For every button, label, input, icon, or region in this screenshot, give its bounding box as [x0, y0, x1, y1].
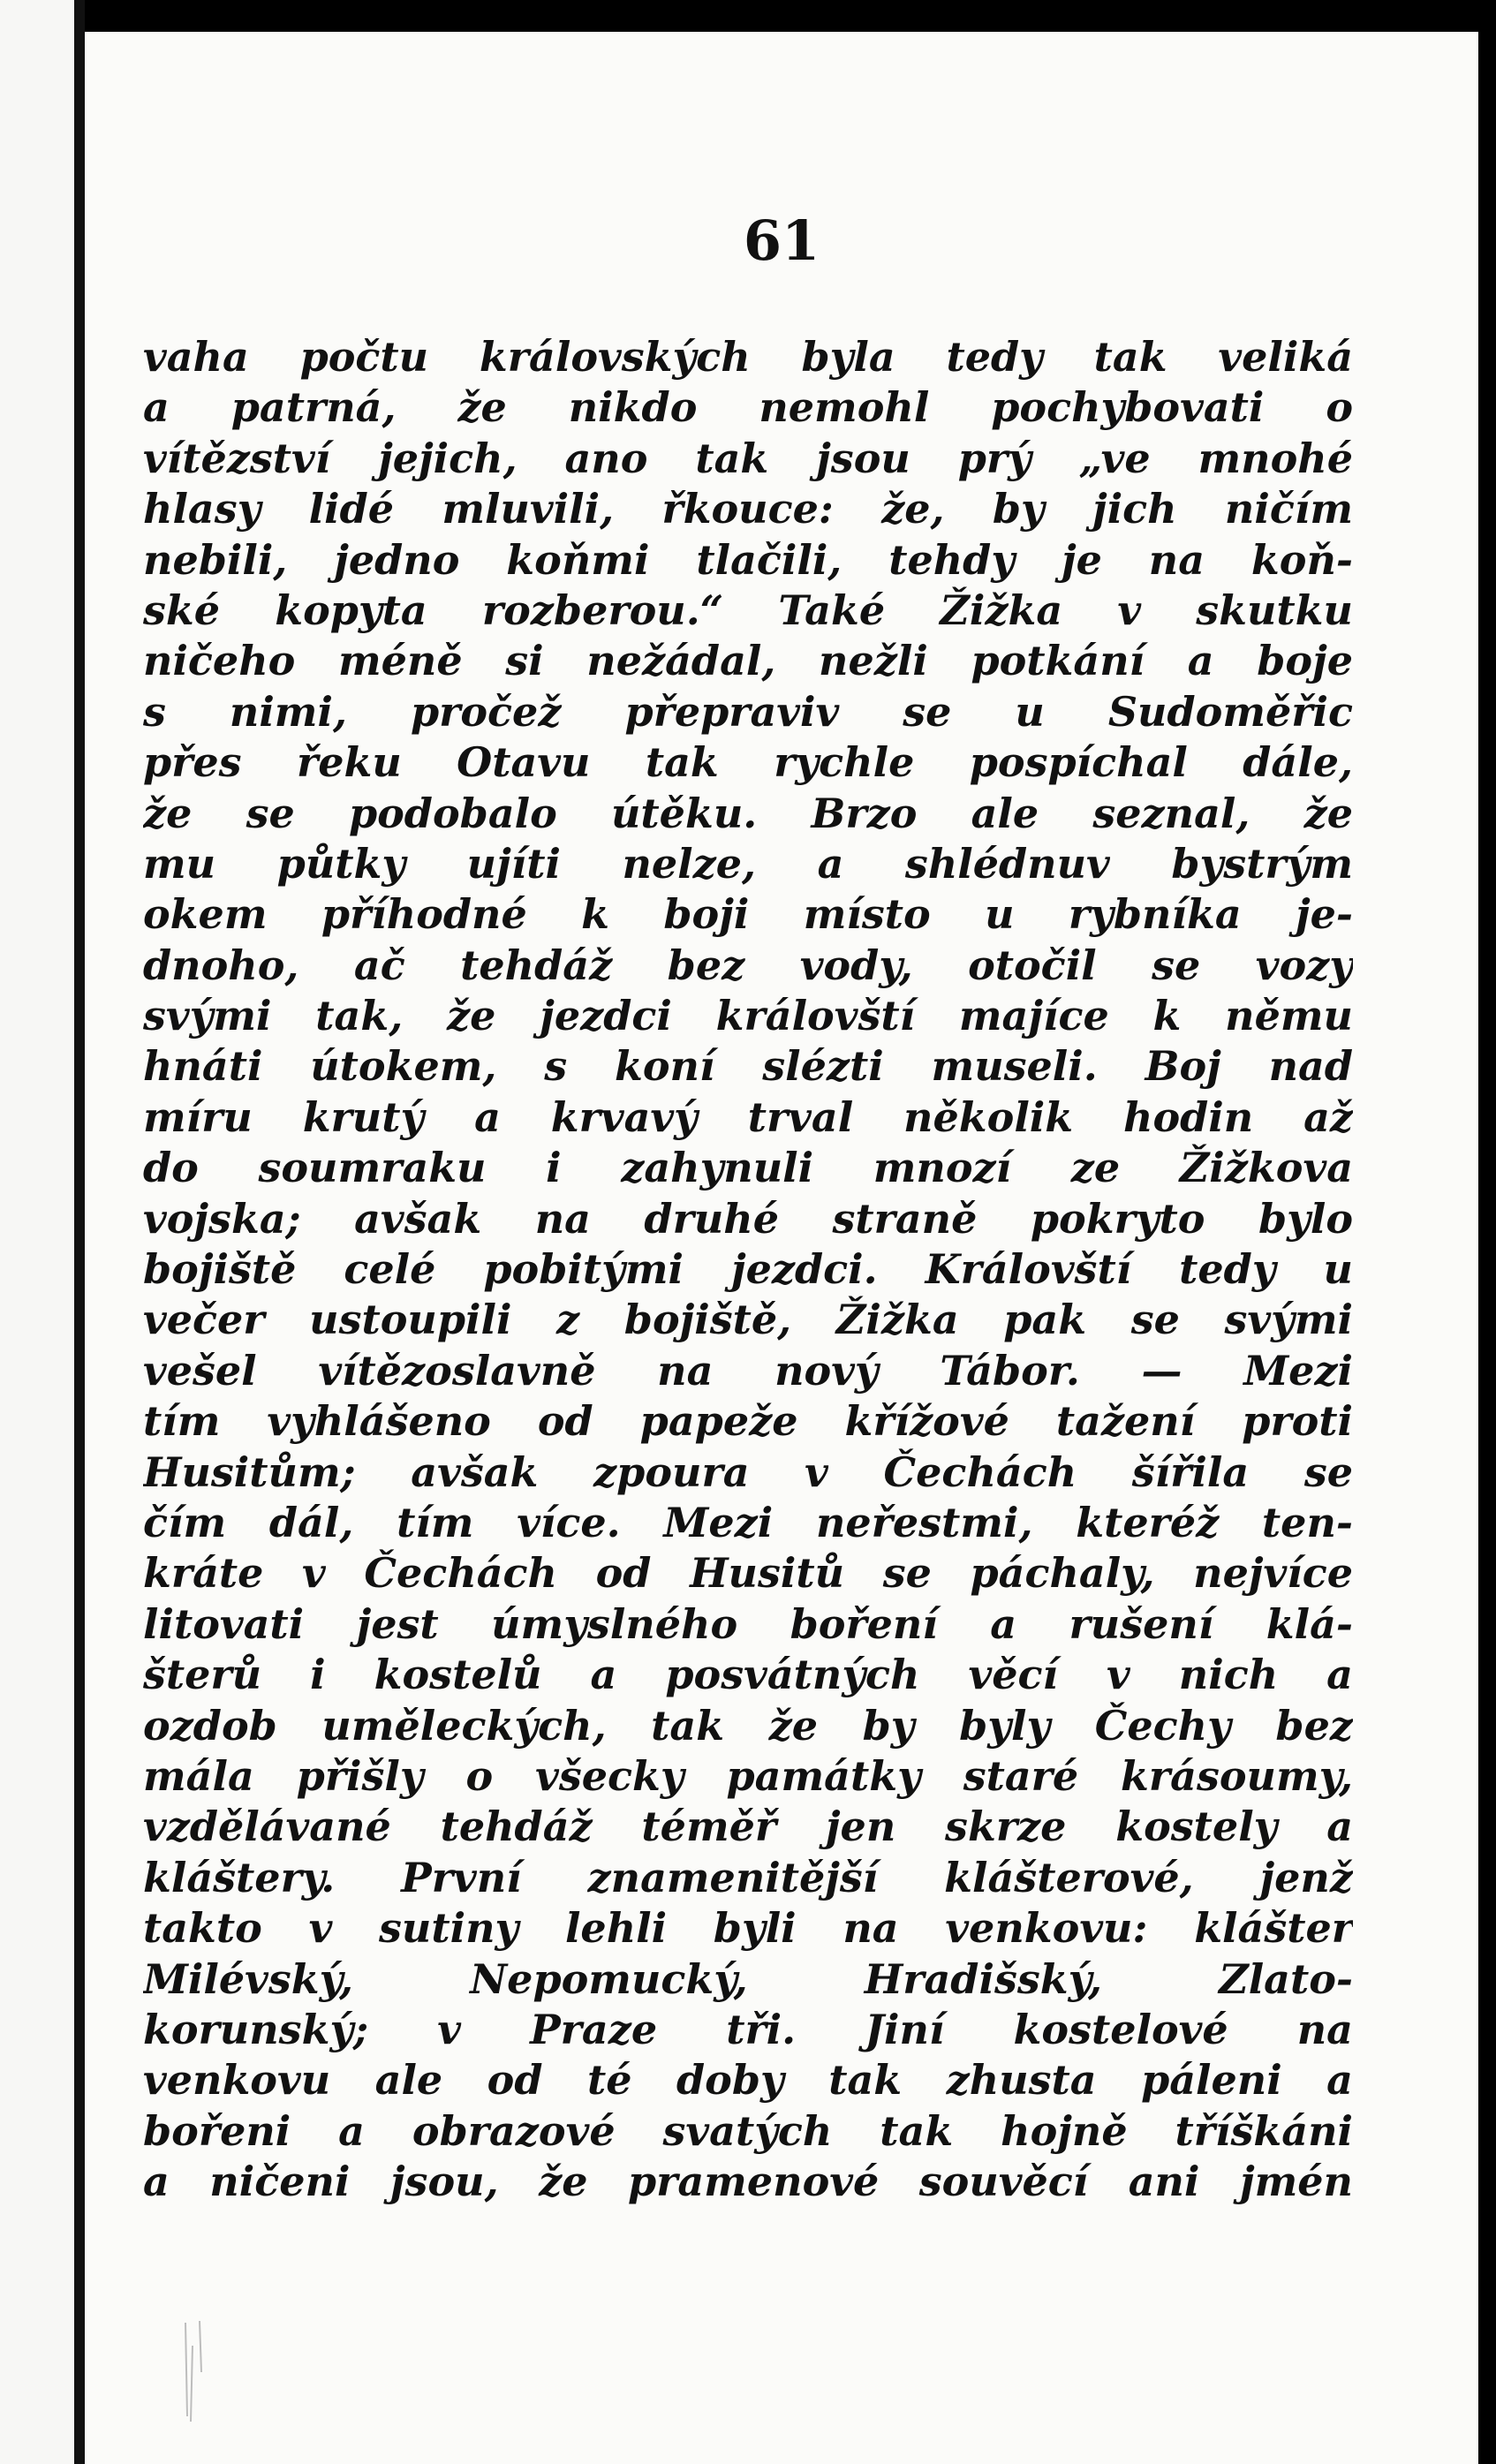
margin-pencil-mark	[180, 2319, 215, 2425]
text-line: takto v sutiny lehli byli na venkovu: klášter	[143, 1904, 1353, 1953]
page-gutter	[74, 0, 85, 2464]
text-line: přes řeku Otavu tak rychle pospíchal dále,	[143, 738, 1353, 787]
text-line: vojska; avšak na druhé straně pokryto bylo	[143, 1194, 1353, 1243]
text-line: ozdob uměleckých, tak že by byly Čechy bez	[143, 1701, 1353, 1750]
text-line: ské kopyta rozberou.“ Také Žižka v skutku	[143, 586, 1353, 634]
text-line: okem příhodné k boji místo u rybníka je-	[143, 890, 1353, 939]
text-line: vaha počtu královských byla tedy tak veliká	[143, 333, 1353, 381]
text-line: ničeho méně si nežádal, nežli potkání a boje	[143, 637, 1353, 685]
text-line: šterů i kostelů a posvátných věcí v nich a	[143, 1651, 1353, 1699]
text-line: večer ustoupili z bojiště, Žižka pak se svými	[143, 1296, 1353, 1344]
text-line: bojiště celé pobitými jezdci. Královští tedy u	[143, 1245, 1353, 1294]
text-line: kráte v Čechách od Husitů se páchaly, nejvíce	[143, 1549, 1353, 1598]
text-line: vítězství jejich, ano tak jsou prý „ve mnohé	[143, 434, 1353, 482]
text-line: bořeni a obrazové svatých tak hojně tříškáni	[143, 2106, 1353, 2155]
book-page	[85, 32, 1478, 2464]
adjacent-page-edge	[0, 0, 74, 2464]
text-line: kláštery. První znamenitější klášterové, jenž	[143, 1853, 1353, 1901]
text-line: a patrná, že nikdo nemohl pochybovati o	[143, 383, 1353, 432]
text-line: svými tak, že jezdci královští majíce k němu	[143, 992, 1353, 1040]
text-line: do soumraku i zahynuli mnozí ze Žižkova	[143, 1144, 1353, 1192]
text-line: mála přišly o všecky památky staré krásoumy,	[143, 1751, 1353, 1800]
text-line: Husitům; avšak zpoura v Čechách šířila se	[143, 1447, 1353, 1496]
text-line: tím vyhlášeno od papeže křížové tažení proti	[143, 1397, 1353, 1446]
text-line: hlasy lidé mluvili, řkouce: že, by jich ničím	[143, 485, 1353, 533]
text-line: vzdělávané tehdáž téměř jen skrze kostely a	[143, 1803, 1353, 1851]
text-line: litovati jest úmyslného boření a rušení klá-	[143, 1599, 1353, 1648]
page-number: 61	[743, 208, 820, 273]
text-line: korunský; v Praze tři. Jiní kostelové na	[143, 2005, 1353, 2053]
text-line: míru krutý a krvavý trval několik hodin až	[143, 1092, 1353, 1141]
text-line: dnoho, ač tehdáž bez vody, otočil se vozy	[143, 941, 1353, 989]
text-line: a ničeni jsou, že pramenové souvěcí ani jmén	[143, 2158, 1353, 2206]
text-line: Milévský, Nepomucký, Hradišský, Zlato-	[143, 1954, 1353, 2003]
text-line: že se podobalo útěku. Brzo ale seznal, že	[143, 789, 1353, 837]
text-line: čím dál, tím více. Mezi neřestmi, kteréž ten-	[143, 1498, 1353, 1546]
text-line: venkovu ale od té doby tak zhusta páleni a	[143, 2056, 1353, 2105]
body-text	[143, 332, 1353, 2207]
text-line: hnáti útokem, s koní slézti museli. Boj nad	[143, 1042, 1353, 1091]
text-line: nebili, jedno koňmi tlačili, tehdy je na koň-	[143, 535, 1353, 584]
text-line: mu půtky ujíti nelze, a shlédnuv bystrým	[143, 839, 1353, 888]
text-line: s nimi, pročež přepraviv se u Sudoměřic	[143, 687, 1353, 736]
text-line: vešel vítězoslavně na nový Tábor. — Mezi	[143, 1346, 1353, 1395]
